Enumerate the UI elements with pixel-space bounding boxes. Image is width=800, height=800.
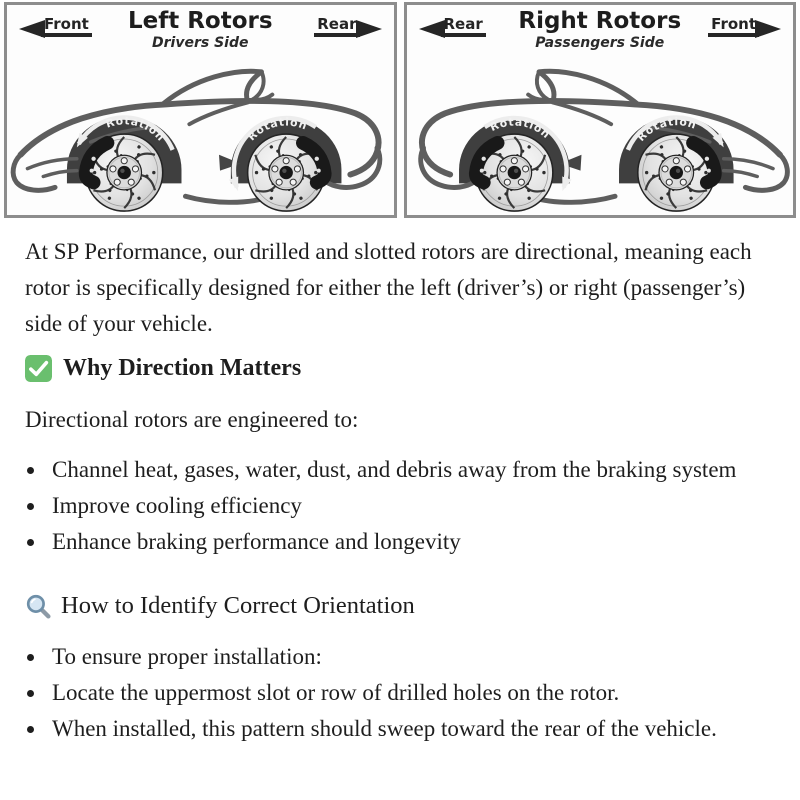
rear-label: Rear [441, 15, 486, 37]
rotor-direction-diagram [0, 0, 800, 218]
check-mark-icon [25, 355, 52, 382]
magnifying-glass-icon [25, 593, 52, 620]
right-car-illustration [407, 59, 794, 217]
front-direction-indicator [708, 14, 781, 38]
bullet-item: • Channel heat, gases, water, dust, and debris away from the braking system [47, 452, 755, 488]
panel-title: Left Rotors [127, 8, 273, 34]
panel-subtitle: Passengers Side [535, 35, 665, 52]
rotation-label: Rotation [634, 115, 698, 144]
rear-direction-indicator [314, 14, 381, 38]
right-rotors-panel [404, 2, 797, 218]
rear-label: Rear [314, 15, 359, 37]
arrow-right-icon [356, 20, 382, 38]
left-rotors-panel [4, 2, 397, 218]
bullet-item: • Improve cooling efficiency [47, 488, 755, 524]
bullet-item: • When installed, this pattern should sweep toward the rear of the vehicle. [47, 711, 755, 747]
heading-text: How to Identify Correct Orientation [61, 592, 415, 619]
bullet-item: • Enhance braking performance and longevity [47, 524, 755, 560]
front-label: Front [708, 15, 759, 37]
left-panel-header [7, 5, 394, 59]
heading-text: Why Direction Matters [63, 355, 302, 381]
bullet-item: • Locate the uppermost slot or row of drilled holes on the rotor. [47, 675, 755, 711]
rotation-label: Rotation [487, 115, 553, 142]
engineered-to-lead: Directional rotors are engineered to: [25, 407, 359, 432]
car-silhouette [420, 71, 787, 211]
arrow-right-icon [755, 20, 781, 38]
panel-subtitle: Drivers Side [152, 35, 249, 52]
rotation-label: Rotation [104, 114, 168, 144]
car-silhouette [13, 71, 380, 211]
how-to-identify-heading [25, 590, 772, 622]
intro-paragraph: At SP Performance, our drilled and slotted rotors are directional, meaning each rotor is specifically designed for either the left (driver’s) or right (passenger’s) side of your vehicle. [25, 239, 752, 336]
why-bullet-list [25, 452, 755, 560]
front-label: Front [41, 15, 92, 37]
how-bullet-list [25, 639, 755, 747]
left-car-illustration [7, 59, 394, 217]
article [0, 218, 800, 747]
rotation-label: Rotation [245, 115, 310, 144]
bullet-item: • To ensure proper installation: [47, 639, 755, 675]
right-panel-header [407, 5, 794, 59]
panel-title: Right Rotors [518, 8, 682, 34]
why-direction-matters-heading [25, 352, 772, 384]
